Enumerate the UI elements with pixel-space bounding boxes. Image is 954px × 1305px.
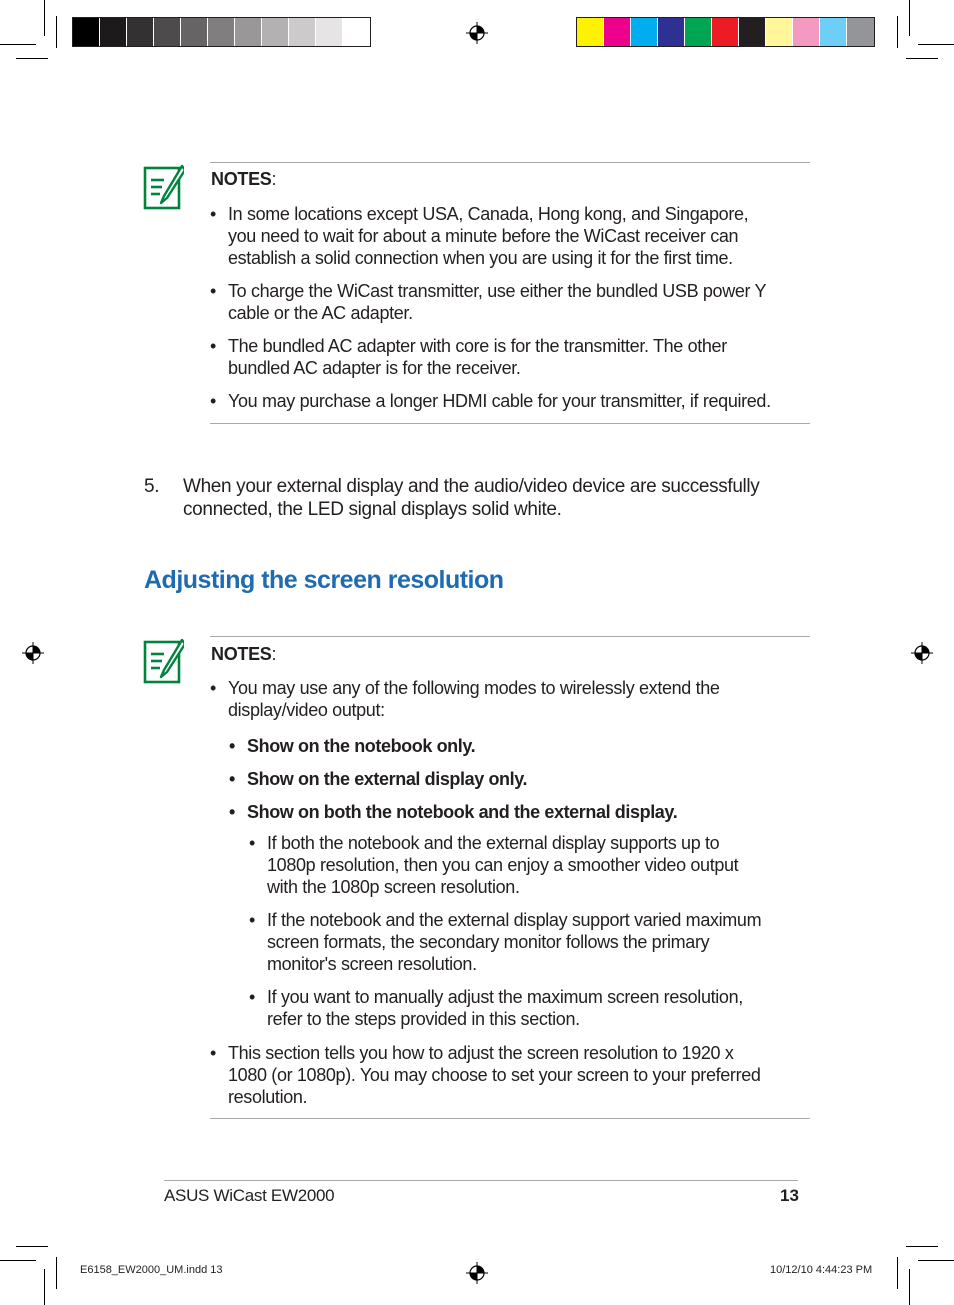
registration-mark-icon — [466, 1262, 488, 1284]
crop-mark — [44, 1269, 45, 1305]
color-swatch — [631, 18, 658, 46]
color-swatch — [181, 18, 208, 46]
registration-mark-icon — [911, 642, 933, 664]
sub-note-item: • If both the notebook and the external display supports up to 1080p resolution, then you can enjoy a smoother video output with the 1080p screen resolution. — [249, 833, 739, 897]
crop-mark — [906, 1246, 938, 1247]
color-swatch — [343, 18, 370, 46]
crop-mark — [897, 16, 898, 48]
color-swatch — [658, 18, 685, 46]
process-color-bar — [576, 17, 875, 47]
note-item: • You may use any of the following modes to wirelessly extend the display/video output: — [210, 678, 720, 720]
crop-mark — [906, 58, 938, 59]
page-number: 13 — [780, 1186, 799, 1205]
crop-mark — [44, 0, 45, 36]
crop-mark — [897, 1257, 898, 1289]
crop-mark — [56, 1257, 57, 1289]
note-item: • In some locations except USA, Canada, Hong kong, and Singapore, you need to wait for about a minute before the WiCast receiver can establish a solid connection when you are using it for the first time. — [210, 204, 749, 268]
slug-date: 10/12/10 4:44:23 PM — [770, 1264, 873, 1276]
crop-mark — [918, 1260, 954, 1261]
notes-top-rule — [210, 162, 810, 163]
footer-rule — [164, 1180, 798, 1181]
color-swatch — [262, 18, 289, 46]
color-swatch — [712, 18, 739, 46]
registration-mark-icon — [22, 642, 44, 664]
color-swatch — [604, 18, 631, 46]
color-swatch — [289, 18, 316, 46]
gray-color-bar — [72, 17, 371, 47]
note-pencil-icon — [142, 636, 184, 686]
crop-mark — [0, 44, 36, 45]
mode-item: • Show on the external display only. — [229, 769, 528, 789]
mode-item: • Show on the notebook only. — [229, 736, 476, 756]
note-item: • The bundled AC adapter with core is for the transmitter. The other bundled AC adapter is for the receiver. — [210, 336, 727, 378]
crop-mark — [918, 44, 954, 45]
mode-item: • Show on both the notebook and the external display. — [229, 802, 678, 822]
crop-mark — [16, 1246, 48, 1247]
slug-file: E6158_EW2000_UM.indd 13 — [80, 1264, 223, 1276]
color-swatch — [154, 18, 181, 46]
crop-mark — [16, 58, 48, 59]
note-pencil-icon — [142, 162, 184, 212]
color-swatch — [847, 18, 874, 46]
color-swatch — [127, 18, 154, 46]
color-swatch — [235, 18, 262, 46]
color-swatch — [208, 18, 235, 46]
color-swatch — [685, 18, 712, 46]
crop-mark — [909, 1269, 910, 1305]
color-swatch — [316, 18, 343, 46]
color-swatch — [100, 18, 127, 46]
section-heading: Adjusting the screen resolution — [144, 566, 504, 594]
color-swatch — [577, 18, 604, 46]
color-swatch — [766, 18, 793, 46]
crop-mark — [56, 16, 57, 48]
registration-mark-icon — [466, 22, 488, 44]
crop-mark — [909, 0, 910, 36]
step-number: 5. — [144, 476, 160, 497]
crop-mark — [0, 1260, 36, 1261]
note-item: • This section tells you how to adjust the screen resolution to 1920 x 1080 (or 1080p). You may choose to set your screen to your preferred resolution. — [210, 1043, 761, 1107]
color-swatch — [739, 18, 766, 46]
note-item: • You may purchase a longer HDMI cable for your transmitter, if required. — [210, 391, 771, 411]
notes-bottom-rule — [210, 423, 810, 424]
color-swatch — [820, 18, 847, 46]
notes-bottom-rule — [210, 1118, 810, 1119]
color-swatch — [793, 18, 820, 46]
sub-note-item: • If the notebook and the external display support varied maximum screen formats, the secondary monitor follows the primary monitor's screen resolution. — [249, 910, 762, 974]
sub-note-item: • If you want to manually adjust the maximum screen resolution, refer to the steps provided in this section. — [249, 987, 743, 1029]
notes-top-rule — [210, 636, 810, 637]
notes-title: NOTES: — [211, 169, 277, 189]
note-item: • To charge the WiCast transmitter, use either the bundled USB power Y cable or the AC adapter. — [210, 281, 767, 323]
step-text: When your external display and the audio/video device are successfully connected, the LED signal displays solid white. — [183, 476, 760, 520]
footer-product: ASUS WiCast EW2000 — [164, 1186, 335, 1205]
notes-title: NOTES: — [211, 644, 277, 664]
color-swatch — [73, 18, 100, 46]
